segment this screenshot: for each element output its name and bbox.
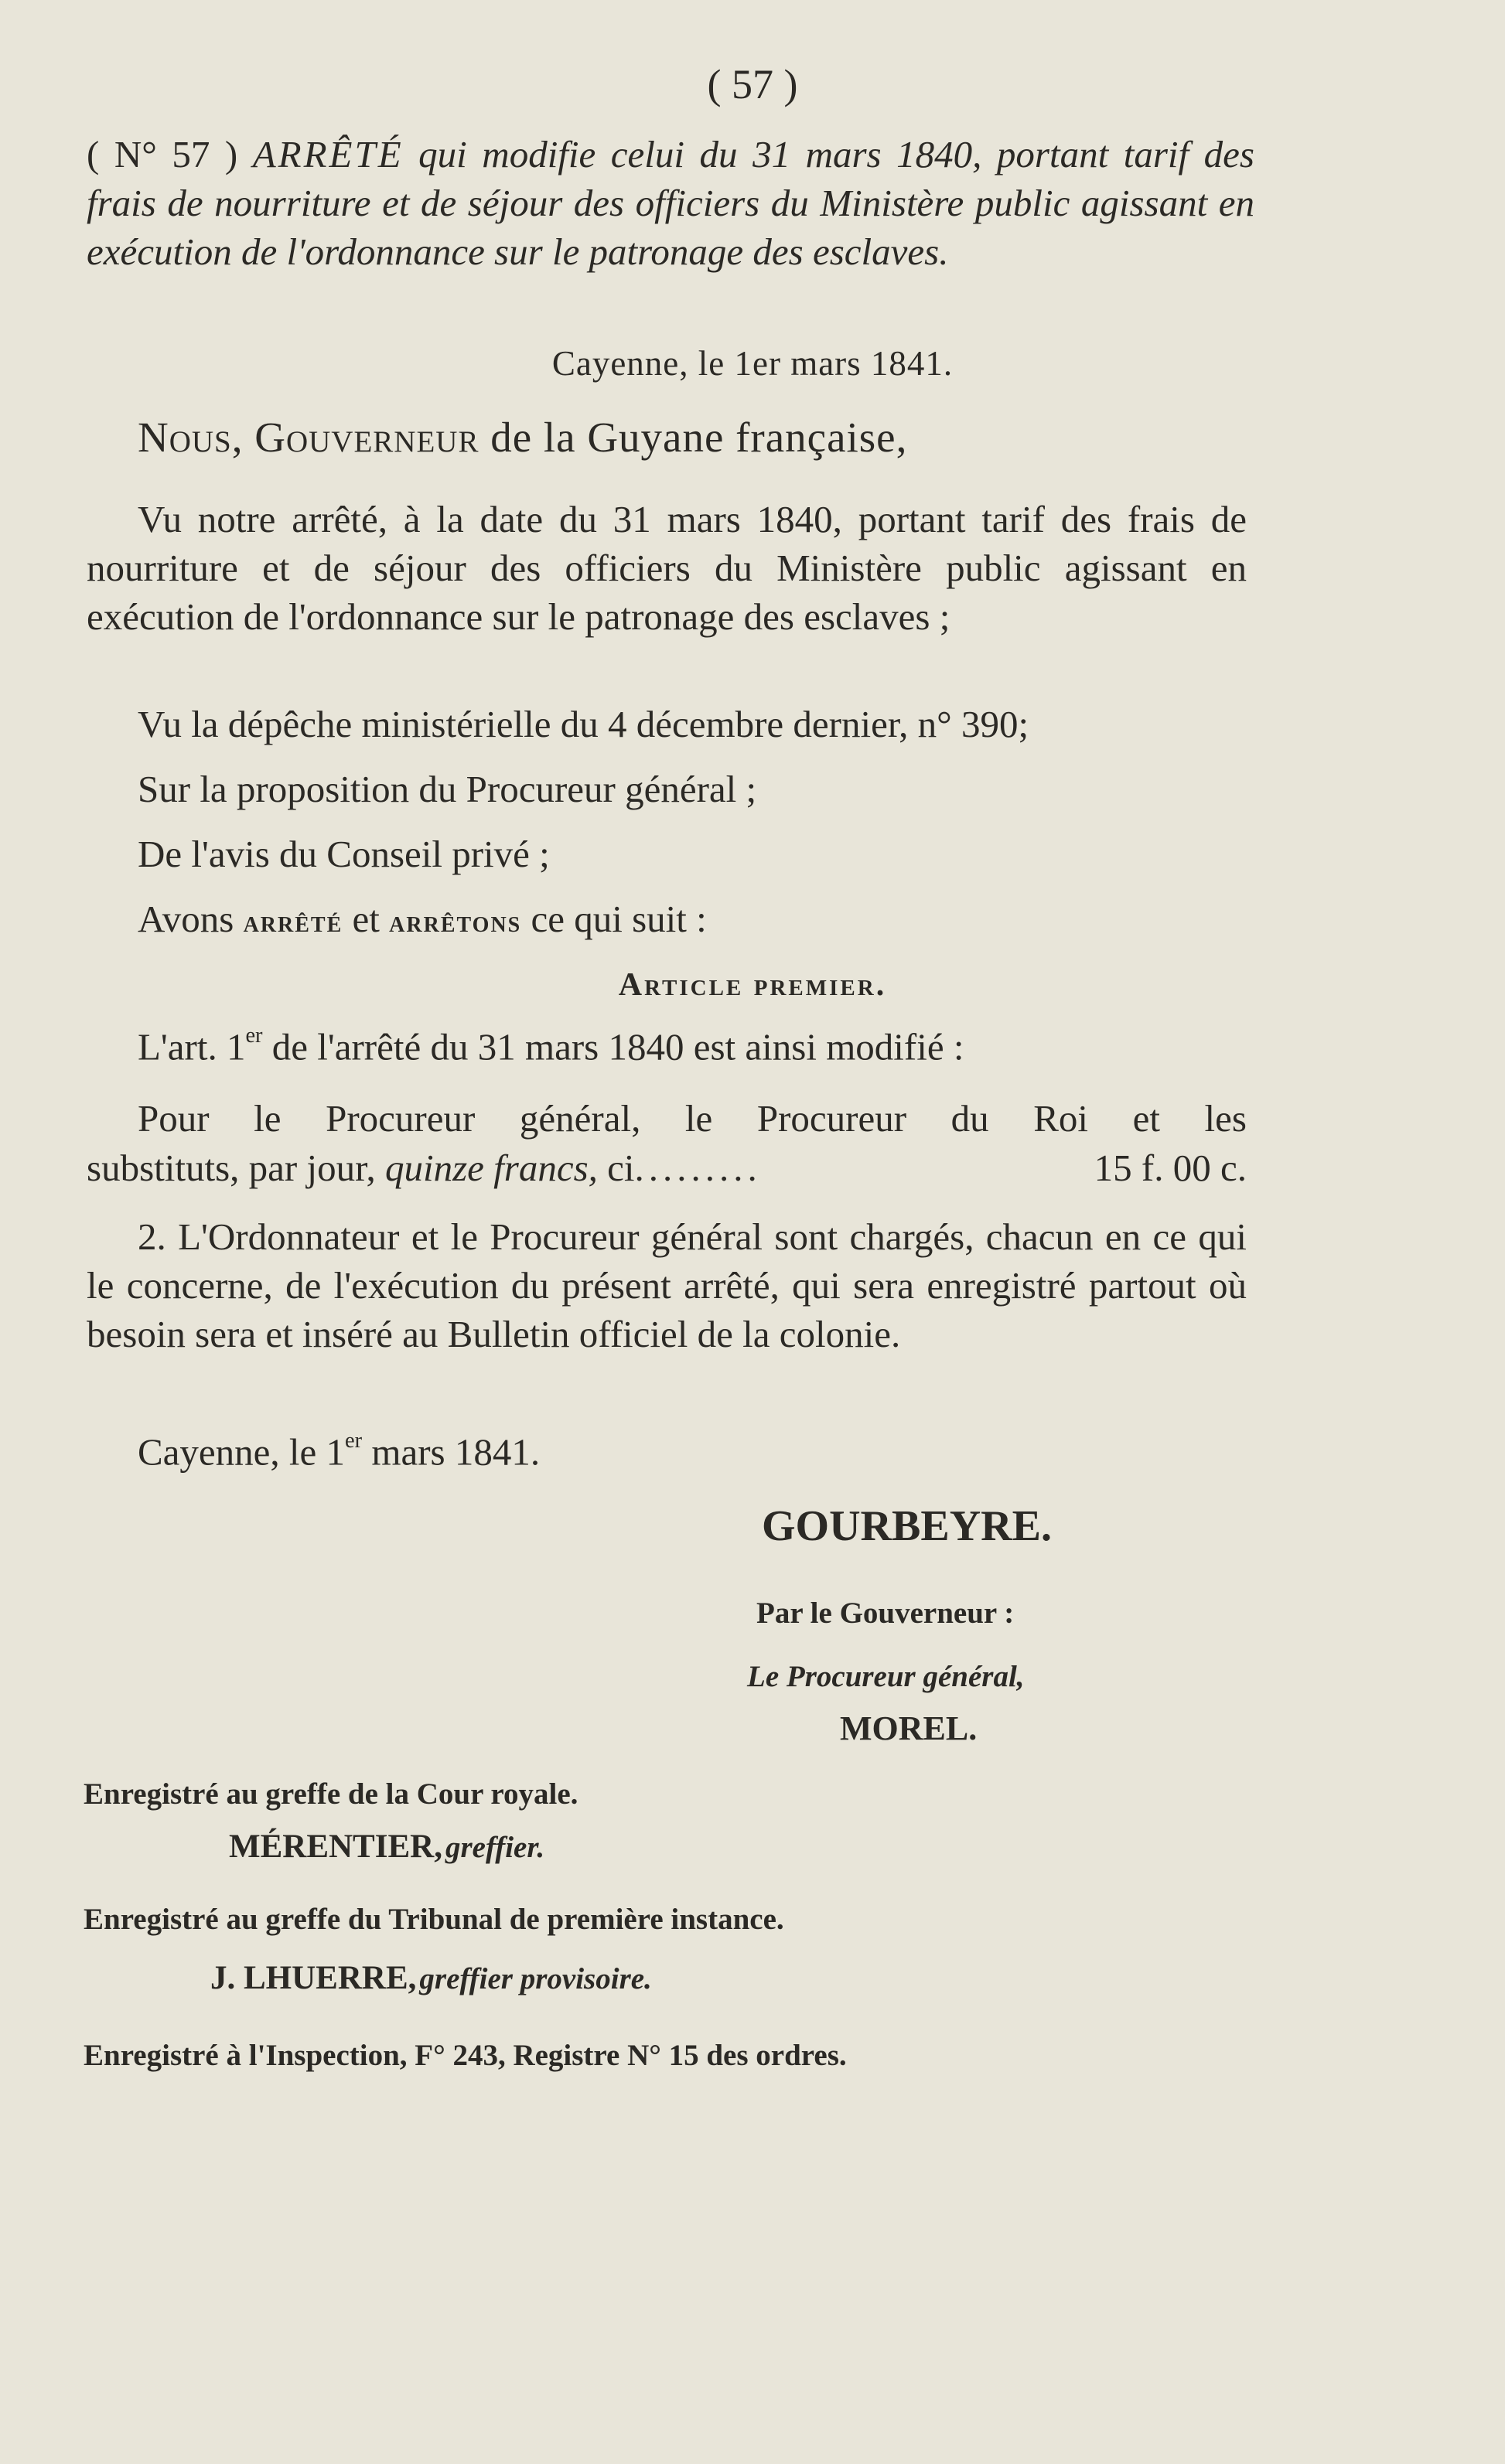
guyane-text: de la Guyane française, xyxy=(490,414,908,461)
art-number: 1 xyxy=(226,1025,246,1068)
merentier-name: MÉRENTIER, xyxy=(229,1828,442,1865)
article-title: Article premier. xyxy=(618,967,887,1003)
date-suffix: mars 1841. xyxy=(371,1430,541,1474)
article-two-paragraph: 2. L'Ordonnateur et le Procureur général sont chargés, chacun en ce qui le concerne, de l'exécution du présent arrêté, qui sera enregistré partout où besoin sera et inséré au Bulletin officiel de la colonie. xyxy=(87,1215,1247,1355)
tarif-dots: ......... xyxy=(634,1147,762,1189)
et-word: et xyxy=(352,898,380,940)
date-day: 1 xyxy=(326,1430,346,1474)
vu-arrete-paragraph: Vu notre arrêté, à la date du 31 mars 1840, portant tarif des frais de nourriture et de séjour des officiers du Ministère public agissant en exécution de l'ordonnance sur le patronage des esclaves ; xyxy=(87,498,1247,638)
registration-tribunal: Enregistré au greffe du Tribunal de première instance. xyxy=(84,1903,784,1936)
tarif-amount: 15 f. 00 c. xyxy=(1094,1147,1247,1189)
arrete-number: ( N° 57 ) xyxy=(87,133,238,176)
arrete-title: qui modifie celui du 31 mars 1840, portant tarif des frais de nourriture et de séjour des officiers du Ministère public agissant en exécution de l'ordonnance sur le patronage des esclaves. xyxy=(87,133,1254,273)
tarif-ci: ci xyxy=(607,1147,635,1189)
merentier-role: greffier. xyxy=(445,1831,545,1864)
vu-depeche-line: Vu la dépêche ministérielle du 4 décembre dernier, n° 390; xyxy=(138,703,1029,745)
nous-word: Nous, xyxy=(138,414,244,461)
arretons-word: arrêtons xyxy=(389,904,522,939)
arrete-label: ARRÊTÉ xyxy=(252,133,404,176)
par-le-gouverneur: Par le Gouverneur : xyxy=(756,1597,1015,1630)
tarif-substituts: substituts, par jour, xyxy=(87,1147,376,1189)
registration-tribunal-signature xyxy=(210,1959,652,1997)
tarif-quinze-francs: quinze francs, xyxy=(384,1147,598,1189)
registration-cour-royale: Enregistré au greffe de la Cour royale. xyxy=(84,1777,578,1811)
place-date-top: Cayenne, le 1er mars 1841. xyxy=(551,344,954,383)
art-label: L'art. xyxy=(138,1025,217,1068)
lhuerre-name: J. LHUERRE, xyxy=(210,1960,417,1996)
sur-proposition-line: Sur la proposition du Procureur général ; xyxy=(138,768,757,810)
page-number: ( 57 ) xyxy=(707,61,798,107)
registration-inspection: Enregistré à l'Inspection, F° 243, Registre N° 15 des ordres. xyxy=(84,2039,847,2072)
avons-arrete-line xyxy=(138,897,707,941)
gouverneur-title: Gouverneur xyxy=(254,414,479,461)
place-date-bottom xyxy=(138,1429,540,1474)
avons-word: Avons xyxy=(138,898,234,940)
registration-cour-royale-signature xyxy=(229,1828,544,1866)
procureur-signature: MOREL. xyxy=(840,1709,978,1747)
qui-suit-text: ce qui suit : xyxy=(531,898,707,940)
article-one-line xyxy=(138,1024,964,1069)
tarif-line-2 xyxy=(87,1146,1247,1190)
date-prefix: Cayenne, le xyxy=(138,1430,317,1474)
procureur-role: Le Procureur général, xyxy=(747,1660,1025,1693)
art-text: de l'arrêté du 31 mars 1840 est ainsi modifié : xyxy=(271,1025,964,1068)
tarif-line-1: Pour le Procureur général, le Procureur du Roi et les xyxy=(138,1097,1247,1140)
avis-conseil-line: De l'avis du Conseil privé ; xyxy=(138,833,550,875)
date-day-sup: er xyxy=(345,1429,363,1453)
art-number-sup: er xyxy=(245,1024,263,1048)
arrete-heading xyxy=(87,130,1254,276)
arrete-word: arrêté xyxy=(243,904,343,939)
governor-signature: GOURBEYRE. xyxy=(762,1502,1052,1550)
lhuerre-role: greffier provisoire. xyxy=(419,1962,652,1995)
governor-line xyxy=(138,413,907,462)
